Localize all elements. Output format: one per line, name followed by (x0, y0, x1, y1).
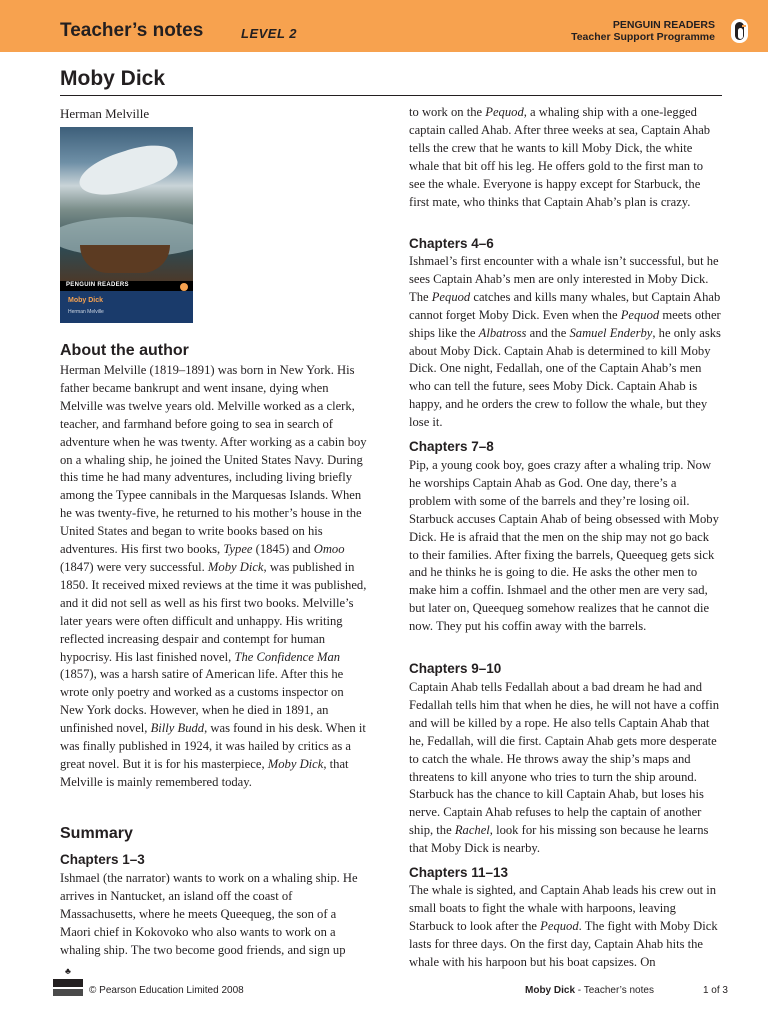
chapters-1-3-continued-text: to work on the Pequod, a whaling ship with a one-legged captain called Ahab. After three weeks at sea, Captain Ahab tells the crew that he wants to kill Moby Dick, the white whale that bit off his leg. He offers gold to the first man to see the whale. Everyone is happy except for Starbuck, the first mate, who thinks that Captain Ahab’s plan is crazy. (409, 105, 711, 209)
whale-illustration (74, 137, 181, 206)
pearson-longman-logo-icon: ♣ (53, 966, 83, 1000)
page-number: 1 of 3 (702, 985, 728, 996)
brand-line-1: PENGUIN READERS (612, 19, 715, 31)
level-label: LEVEL 2 (241, 26, 298, 41)
chapters-9-10-heading: Chapters 9–10 (409, 661, 502, 676)
chapters-9-10-text: Captain Ahab tells Fedallah about a bad dream he had and Fedallah tells him that when he dies, he will not have a coffin and will be killed by a rope. He also tells Captain Ahab that he, Fedallah, will die first. Captain Ahab gets more desperate to catch the whale. He throws away the ship’s maps and threatens to kill anyone who tries to turn the ship around. Starbuck has the chance to kill Captain Ahab, but loses his nerve. Captain Ahab refuses to help the captain of another ship, the Rachel, look for his missing son because he learns that Moby Dick is nearby. (409, 680, 719, 856)
chapters-4-6-heading: Chapters 4–6 (409, 236, 494, 251)
cover-series: PENGUIN READERS (66, 282, 129, 288)
chapters-7-8-heading: Chapters 7–8 (409, 439, 494, 454)
brand-line-2: Teacher Support Programme (571, 31, 715, 43)
copyright-text: © Pearson Education Limited 2008 (89, 985, 244, 996)
about-author-text: Herman Melville (1819–1891) was born in New York. His father became bankrupt and went insane, dying when Melville was twelve years old. Melville worked as a clerk, teacher, and farmhand before going to sea in search of adventure when he was twenty. After working as a cabin boy on a whaling ship, he joined the United States Navy. During this time he had many adventures, including living briefly among the Typee cannibals in the Marquesas Islands. When he was twenty-five, he returned to his mother’s house in the United States and began to write books based on his adventures. His first two books, Typee (1845) and Omoo (1847) were very successful. Moby Dick, was published in 1850. It received mixed reviews at the time it was published, and it did not sell as well as his first two books. Melville’s later years were often difficult and unhappy. His writing reflected increasing despair and contempt for human hypocrisy. His last finished novel, The Confidence Man (1857), was a harsh satire of American life. After this he wrote only poetry and worked as a customs inspector on New York docks. However, when he died in 1891, an unfinished novel, Billy Budd, was found in his desk. When it was finally published in 1924, it was hailed by critics as a great novel. But it is for his masterpiece, Moby Dick, that Melville is mainly remembered today. (60, 363, 367, 789)
cover-author: Herman Melville (68, 309, 104, 315)
chapters-7-8-text: Pip, a young cook boy, goes crazy after a whaling trip. Now he worships Captain Ahab as God. One day, there’s a problem with some of the barrels and they’re losing oil. Starbuck accuses Captain Ahab of being obsessed with Moby Dick. He is afraid that the men on the ship may not go back to their families. After fixing the barrels, Queequeg gets sick and he thinks he is going to die. He asks the other men to make him a coffin. Ishmael and the other men are very sad, but later on, Queequeg somehow realizes that he cannot die now. They put his coffin away with the barrels. (409, 458, 719, 634)
chapters-1-3-heading: Chapters 1–3 (60, 852, 145, 867)
summary-heading: Summary (60, 825, 133, 842)
book-author: Herman Melville (60, 106, 150, 121)
book-cover-image (60, 127, 193, 323)
brand-block (571, 19, 715, 43)
boat-illustration (80, 245, 170, 273)
chapters-11-13-text: The whale is sighted, and Captain Ahab leads his crew out in small boats to fight the whale with harpoons, leaving Starbuck to look after the Pequod. The fight with Moby Dick lasts for three days. On the first day, Captain Ahab hits the whale with his harpoon but his boat capsizes. On (409, 883, 718, 969)
chapters-11-13-heading: Chapters 11–13 (409, 865, 509, 880)
book-title: Moby Dick (60, 67, 166, 90)
footer-doc-title: Moby Dick - Teacher’s notes (525, 985, 654, 996)
cover-penguin-icon (180, 283, 188, 291)
penguin-logo-icon (731, 19, 748, 43)
chapters-1-3-text: Ishmael (the narrator) wants to work on a whaling ship. He arrives in Nantucket, an island off the coast of Massachusetts, where he meets Queequeg, the son of a Maori chief in Kokovoko who also wants to work on a whaling ship. The two become good friends, and sign up (60, 871, 358, 957)
title-divider (60, 95, 722, 96)
chapters-4-6-text: Ishmael’s first encounter with a whale isn’t successful, but he sees Captain Ahab’s men are only interested in Moby Dick. The Pequod catches and kills many whales, but Captain Ahab cannot forget Moby Dick. Even when the Pequod meets other ships like the Albatross and the Samuel Enderby, he only asks about Moby Dick. Captain Ahab is determined to kill Moby Dick. One night, Fedallah, one of the Captain Ahab’s men who can tell the future, sees Moby Dick. Captain Ahab is happy, and he orders the crew to follow the whale, but they lose it. (409, 254, 721, 430)
about-author-heading: About the author (60, 342, 189, 359)
header-title: Teacher’s notes (60, 20, 204, 41)
cover-title: Moby Dick (68, 297, 104, 304)
